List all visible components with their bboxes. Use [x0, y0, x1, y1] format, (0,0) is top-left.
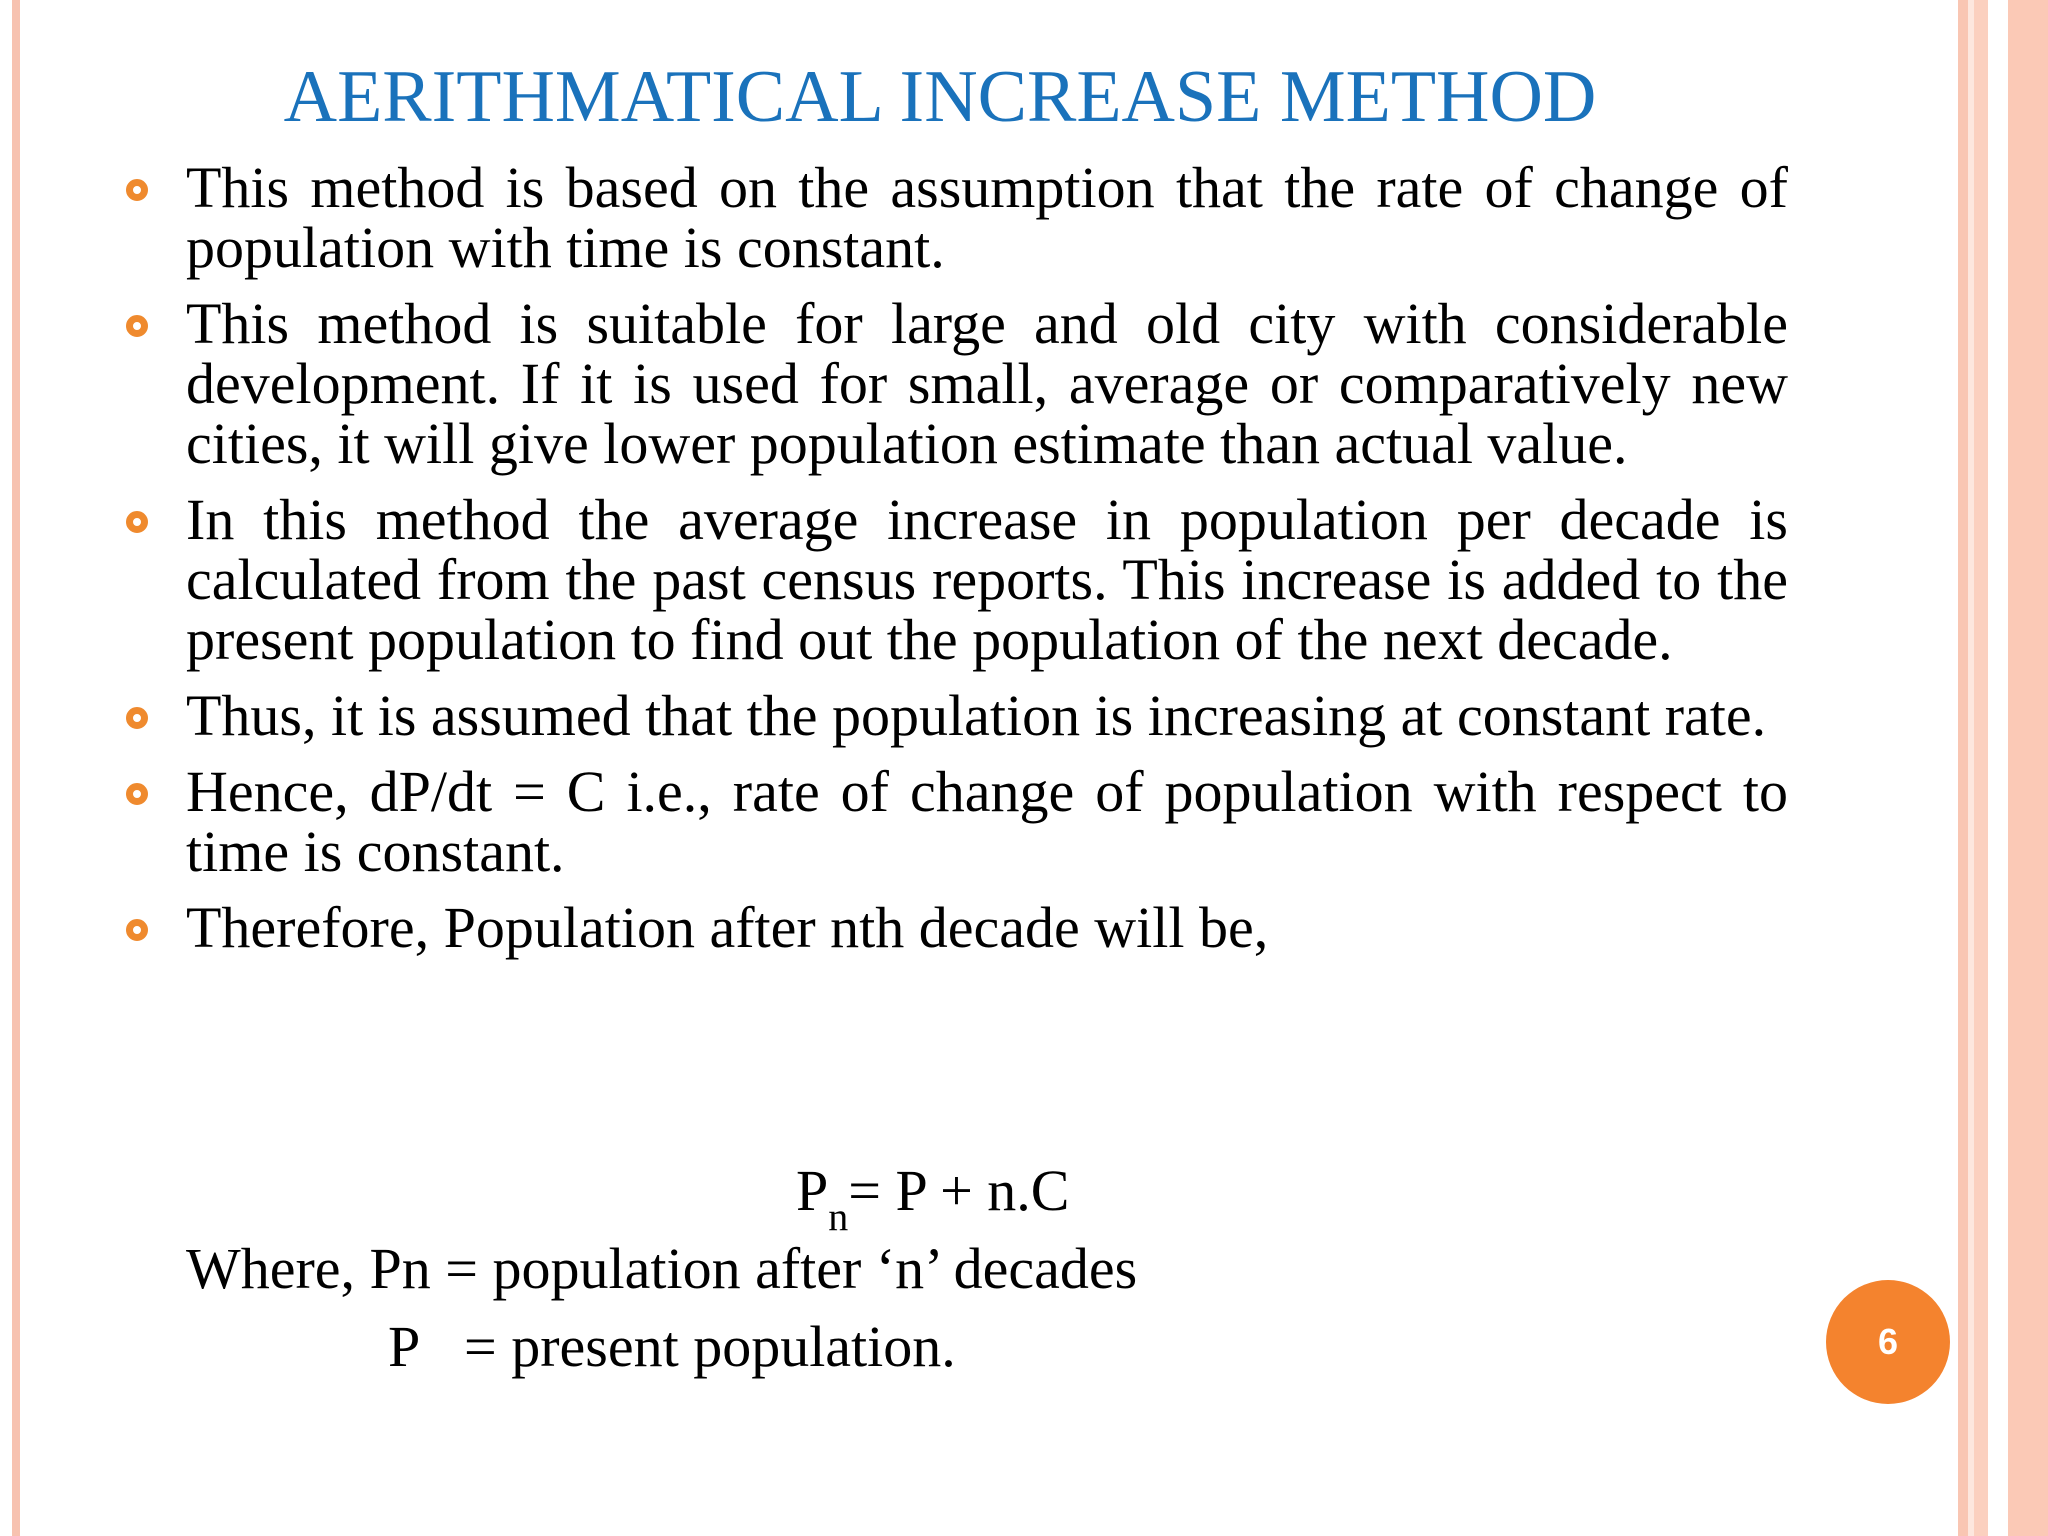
right-stripe-decoration	[1974, 0, 1988, 1536]
left-border-decoration	[12, 0, 20, 1536]
bullet-item	[126, 155, 1788, 280]
ring-bullet-icon	[126, 919, 148, 941]
bullet-text: Therefore, Population after nth decade will be,	[186, 895, 1269, 960]
ring-bullet-icon	[126, 783, 148, 805]
bullet-item	[126, 683, 1788, 748]
bullet-text: In this method the average increase in population per decade is calculated from the past census reports. This increase is added to the present population to find out the population of the next decade.	[186, 487, 1788, 672]
ring-bullet-icon	[126, 315, 148, 337]
p-symbol: P	[388, 1314, 421, 1379]
bullet-item	[126, 759, 1788, 884]
slide-title: AERITHMATICAL INCREASE METHOD	[283, 56, 1597, 138]
ring-bullet-icon	[126, 511, 148, 533]
bullet-list	[126, 155, 1788, 974]
p-definition: = present population.	[464, 1314, 956, 1379]
bullet-item	[126, 487, 1788, 672]
where-definition-p	[388, 1314, 956, 1380]
formula-subscript: n	[828, 1194, 849, 1239]
formula-rhs: = P + n.C	[848, 1158, 1070, 1223]
right-stripe-decoration	[2008, 0, 2048, 1536]
ring-bullet-icon	[126, 179, 148, 201]
formula	[796, 1158, 1070, 1239]
bullet-text: This method is based on the assumption that the rate of change of population with time is constant.	[186, 155, 1788, 280]
formula-lhs: P	[796, 1158, 829, 1223]
bullet-item	[126, 291, 1788, 476]
right-stripe-gap	[1988, 0, 2008, 1536]
right-stripe-decoration	[1958, 0, 1968, 1536]
ring-bullet-icon	[126, 707, 148, 729]
bullet-text: This method is suitable for large and old city with considerable development. If it is used for small, average or comparatively new cities, it will give lower population estimate than actual value.	[186, 291, 1788, 476]
page-number-badge: 6	[1826, 1280, 1950, 1404]
bullet-item	[126, 895, 1788, 960]
bullet-text: Thus, it is assumed that the population is increasing at constant rate.	[186, 683, 1767, 748]
where-definition-pn: Where, Pn = population after ‘n’ decades	[186, 1236, 1138, 1301]
bullet-text: Hence, dP/dt = C i.e., rate of change of population with respect to time is constant.	[186, 759, 1788, 884]
